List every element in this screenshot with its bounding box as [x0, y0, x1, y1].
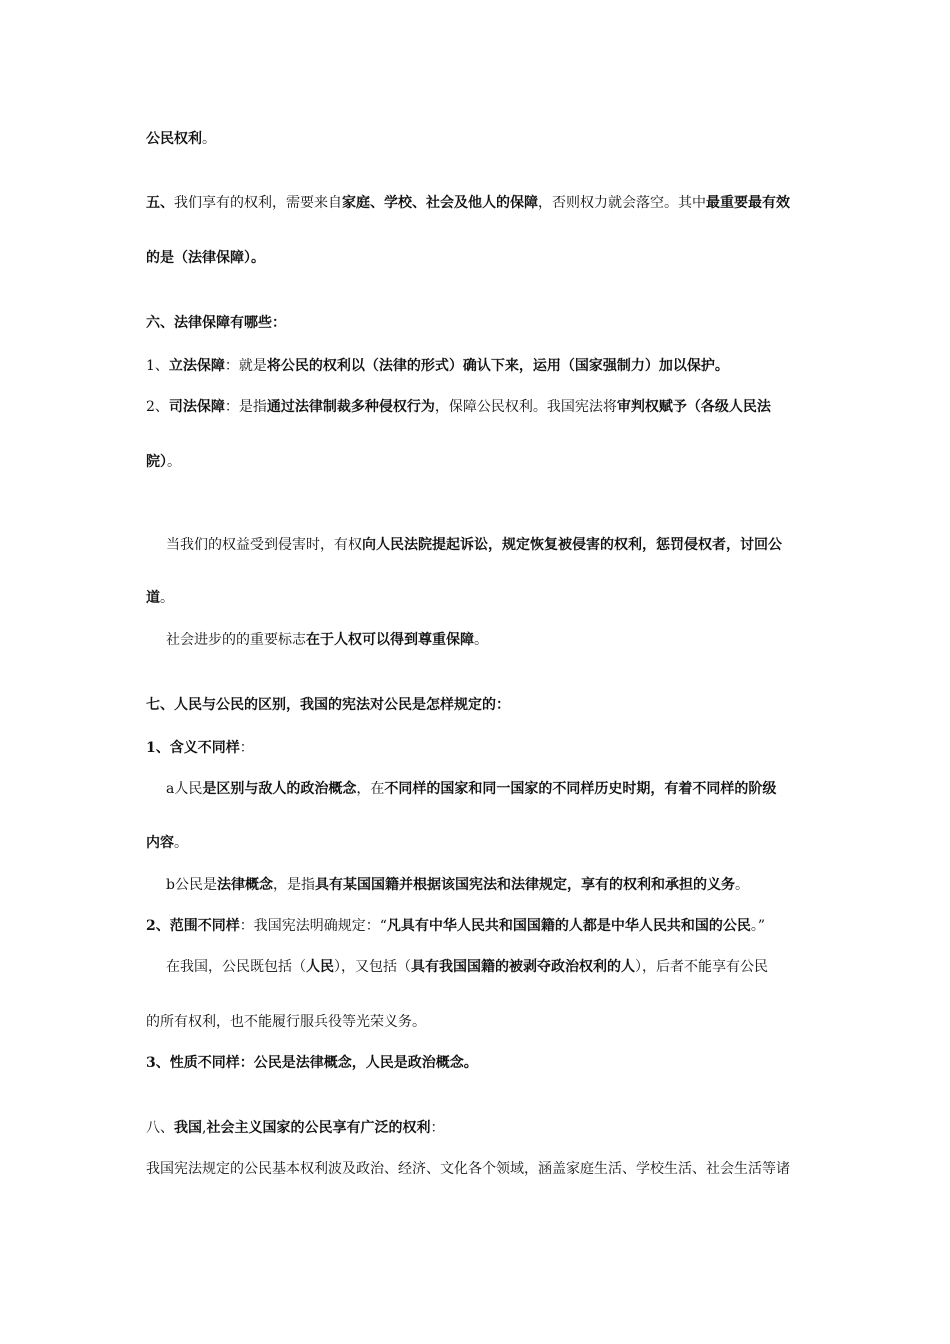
text-run: ：我国宪法明确规定：“ — [239, 918, 387, 934]
text-run: 七、人民与公民的区别，我国的宪法对公民是怎样规定的： — [146, 697, 510, 713]
text-run: a — [166, 781, 175, 797]
text-run: 。” — [750, 918, 766, 934]
text-run: 。 — [160, 590, 174, 606]
text-run: 。 — [202, 131, 216, 147]
text-line — [146, 398, 816, 416]
text-run: ：是指 — [224, 399, 267, 415]
text-line — [146, 917, 816, 935]
text-run: ： — [239, 740, 254, 756]
text-line — [146, 1160, 816, 1178]
section-heading — [146, 314, 816, 332]
text-run: 我国宪法规定的公民基本权利波及政治、经济、文化各个领域，涵盖家庭生活、学校生活、社会生活等诸 — [146, 1161, 790, 1177]
text-run: ，否则权力就会落空。其中 — [538, 195, 706, 211]
text-run: 。 — [174, 835, 188, 851]
text-line — [166, 958, 816, 976]
text-run: 院） — [146, 454, 167, 470]
text-run: 审判权赋予（各级人民法 — [616, 399, 771, 415]
text-run: 内容 — [146, 835, 174, 851]
text-line — [146, 194, 816, 212]
text-line — [146, 249, 816, 267]
text-run: 具有某国国籍并根据该国宪法和法律规定，享有的权利和承担的义务 — [314, 877, 735, 893]
text-run: 通过法律制裁多种侵权行为 — [266, 399, 435, 415]
section-heading — [146, 696, 816, 714]
text-run: 公民权利 — [146, 131, 202, 147]
text-run: 不同样的国家和同一国家的不同样历史时期，有着不同样的阶级 — [384, 781, 777, 797]
text-run: 八、 — [146, 1120, 174, 1136]
text-run: 社会主义国家的公民享有广泛的权利 — [206, 1120, 431, 1136]
text-run: 我们享有的权利，需要来自 — [174, 195, 342, 211]
text-run: 2、范围不同样 — [146, 918, 240, 934]
text-run: ），后者不能享有公民 — [635, 959, 768, 975]
text-line — [146, 1054, 816, 1072]
text-run: ，在 — [356, 781, 385, 797]
text-run: 在我国，公民既包括（ — [166, 959, 306, 975]
text-run: 。 — [734, 877, 749, 893]
text-run: 社会进步的的重要标志 — [166, 632, 306, 648]
text-run: 五、 — [146, 195, 174, 211]
text-run: ，保障公民权利。我国宪法将 — [434, 399, 617, 415]
text-line — [146, 357, 816, 375]
text-line — [146, 739, 816, 757]
text-run: ，是指 — [272, 877, 315, 893]
text-run: 凡具有中华人民共和国国籍的人都是中华人民共和国的公民 — [386, 918, 751, 934]
text-run: 的是（法律保障）。 — [146, 250, 265, 266]
text-run: 。 — [474, 632, 488, 648]
text-run: 家庭、学校、社会及他人的保障 — [342, 195, 538, 211]
text-run: 司法保障 — [168, 399, 225, 415]
text-run: 1、 — [146, 358, 169, 374]
text-run: 当我们的权益受到侵害时，有权 — [166, 537, 362, 553]
section-heading — [146, 1119, 816, 1137]
text-run: 我国 — [174, 1120, 202, 1136]
text-run: ），又包括（ — [334, 959, 411, 975]
text-line — [166, 780, 816, 798]
text-run: 的所有权利，也不能履行服兵役等光荣义务。 — [146, 1014, 426, 1030]
text-line — [166, 536, 816, 554]
text-run: 。 — [167, 454, 181, 470]
text-run: , — [202, 1120, 207, 1136]
text-run: 是区别与敌人的政治概念 — [202, 781, 357, 797]
text-line — [146, 453, 816, 471]
text-line — [146, 834, 816, 852]
text-run: 具有我国国籍的被剥夺政治权利的人 — [411, 959, 635, 975]
text-run: 在于人权可以得到尊重保障 — [306, 632, 474, 648]
text-run: 人民 — [174, 781, 203, 797]
text-line — [166, 876, 816, 894]
text-line — [146, 589, 816, 607]
text-run: b — [166, 877, 175, 893]
text-run: 向人民法院提起诉讼，规定恢复被侵害的权利，惩罚侵权者，讨回公 — [362, 537, 782, 553]
text-run: 立法保障 — [168, 358, 225, 374]
text-run: 法律概念 — [216, 877, 273, 893]
text-run: ： — [430, 1120, 445, 1136]
text-run: 人民 — [306, 959, 334, 975]
text-line — [146, 1013, 816, 1031]
text-run: 1、含义不同样 — [146, 740, 240, 756]
text-run: 公民是 — [174, 877, 217, 893]
text-run: 将公民的权利以（法律的形式）确认下来，运用（国家强制力）加以保护。 — [266, 358, 729, 374]
text-run: 3、性质不同样：公民是法律概念，人民是政治概念。 — [146, 1055, 478, 1071]
text-run: 道 — [146, 590, 160, 606]
text-run: 六、法律保障有哪些： — [146, 315, 286, 331]
text-line — [166, 631, 816, 649]
text-line — [146, 130, 816, 148]
text-run: 2、 — [146, 399, 169, 415]
text-run: ：就是 — [224, 358, 267, 374]
text-run: 最重要最有效 — [706, 195, 790, 211]
